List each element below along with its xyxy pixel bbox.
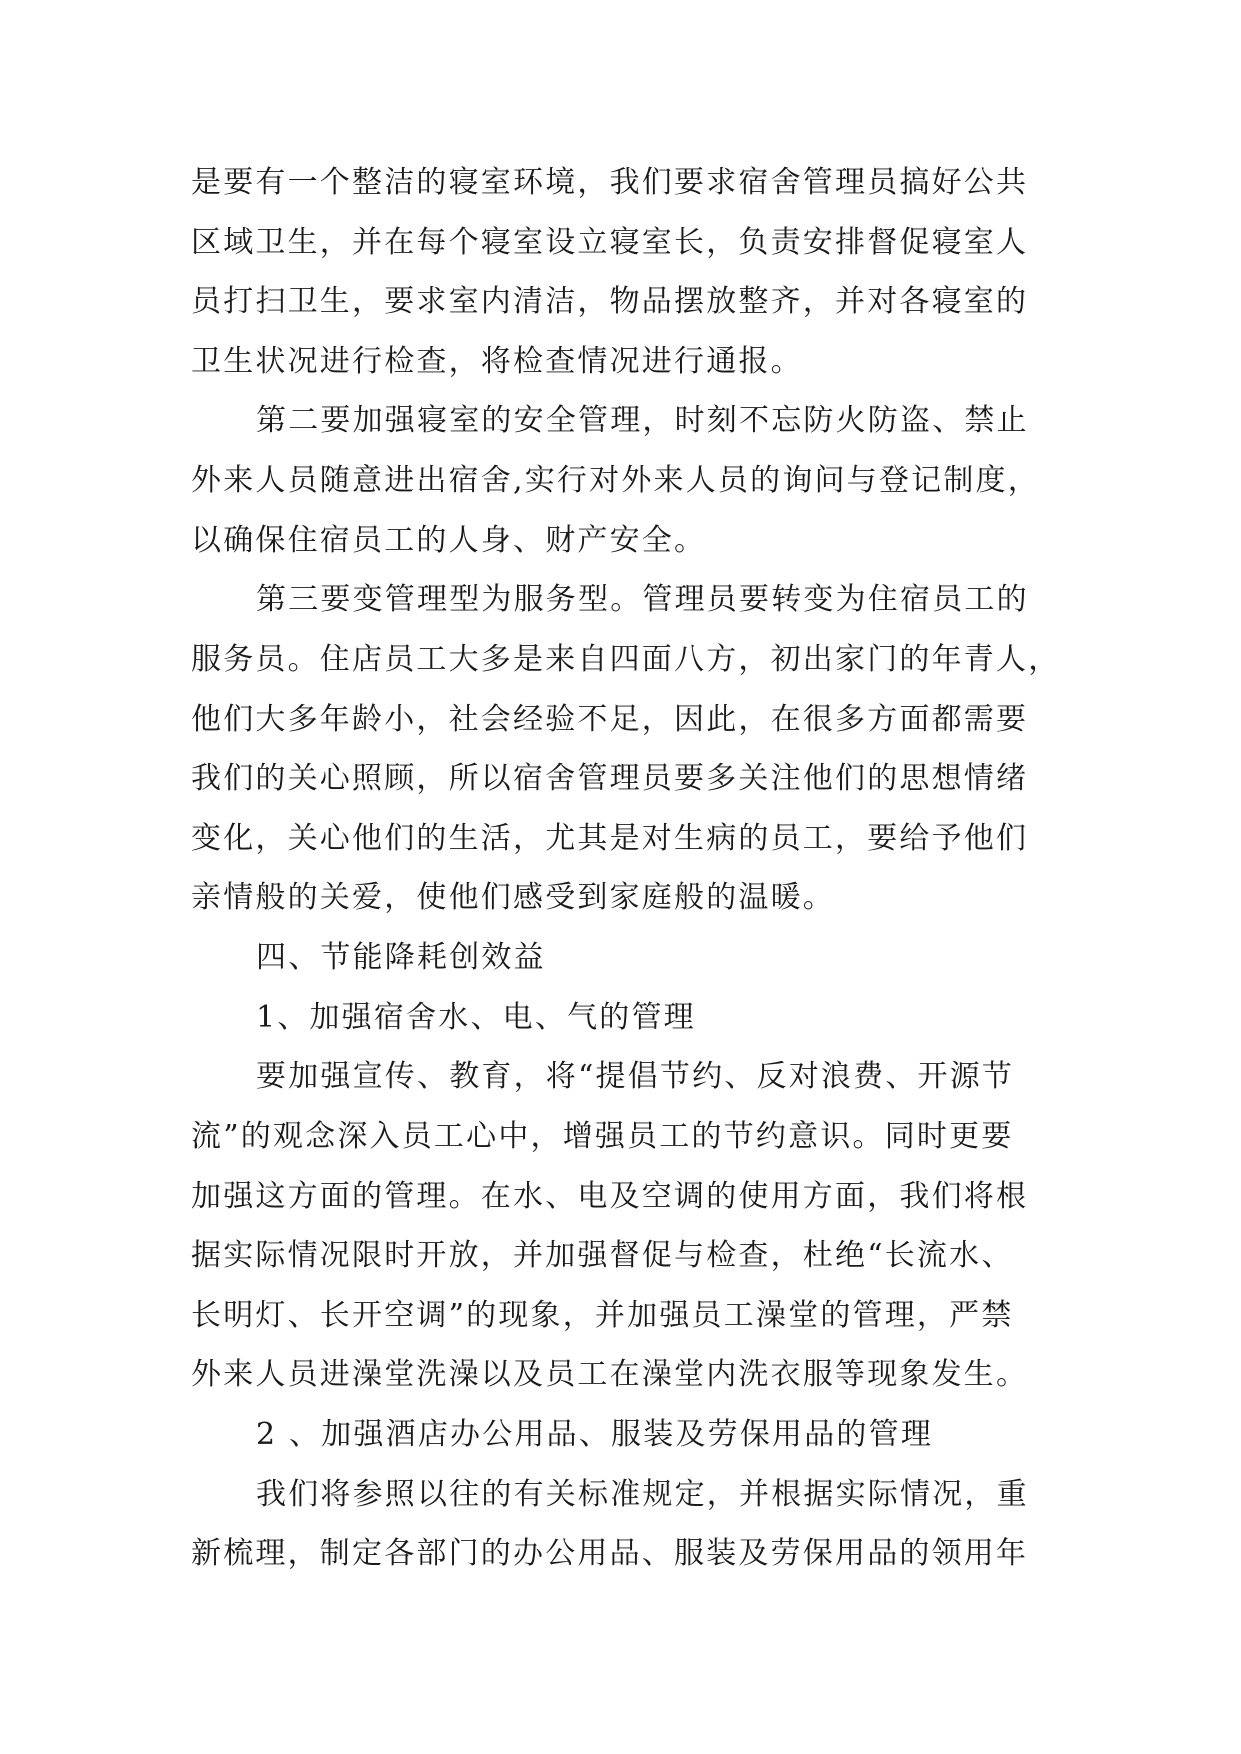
paragraph-line: 员打扫卫生，要求室内清洁，物品摆放整齐，并对各寝室的	[191, 284, 1029, 319]
paragraph-line: 第二要加强寝室的安全管理，时刻不忘防火防盗、禁止	[256, 403, 1029, 438]
paragraph-line: 我们的关心照顾，所以宿舍管理员要多关注他们的思想情绪	[191, 761, 1029, 796]
paragraph-line: 外来人员进澡堂洗澡以及员工在澡堂内洗衣服等现象发生。	[191, 1357, 1029, 1392]
paragraph-line: 新梳理，制定各部门的办公用品、服装及劳保用品的领用年	[191, 1536, 1029, 1571]
paragraph-line: 区域卫生，并在每个寝室设立寝室长，负责安排督促寝室人	[191, 225, 1029, 260]
subsection-heading: 2 、加强酒店办公用品、服装及劳保用品的管理	[256, 1417, 934, 1452]
section-heading: 四、节能降耗创效益	[256, 940, 546, 975]
paragraph-line: 流”的观念深入员工心中，增强员工的节约意识。同时更要	[191, 1119, 1014, 1154]
paragraph-line: 我们将参照以往的有关标准规定，并根据实际情况，重	[256, 1477, 1029, 1512]
paragraph-line: 服务员。住店员工大多是来自四面八方，初出家门的年青人，	[191, 642, 1061, 677]
paragraph-line: 加强这方面的管理。在水、电及空调的使用方面，我们将根	[191, 1179, 1029, 1214]
paragraph-line: 外来人员随意进出宿舍,实行对外来人员的询问与登记制度，	[191, 463, 1040, 498]
paragraph-line: 变化，关心他们的生活，尤其是对生病的员工，要给予他们	[191, 821, 1029, 856]
paragraph-line: 是要有一个整洁的寝室环境，我们要求宿舍管理员搞好公共	[191, 165, 1029, 200]
paragraph-line: 要加强宣传、教育，将“提倡节约、反对浪费、开源节	[256, 1059, 1015, 1094]
paragraph-line: 据实际情况限时开放，并加强督促与检查，杜绝“长流水、	[191, 1238, 1014, 1273]
paragraph-line: 他们大多年龄小，社会经验不足，因此，在很多方面都需要	[191, 702, 1029, 737]
paragraph-line: 长明灯、长开空调”的现象，并加强员工澡堂的管理，严禁	[191, 1298, 1014, 1333]
subsection-heading: 1、加强宿舍水、电、气的管理	[256, 1000, 696, 1035]
paragraph-line: 亲情般的关爱，使他们感受到家庭般的温暖。	[191, 880, 835, 915]
paragraph-line: 以确保住宿员工的人身、财产安全。	[191, 523, 707, 558]
paragraph-line: 卫生状况进行检查，将检查情况进行通报。	[191, 344, 803, 379]
paragraph-line: 第三要变管理型为服务型。管理员要转变为住宿员工的	[256, 582, 1029, 617]
